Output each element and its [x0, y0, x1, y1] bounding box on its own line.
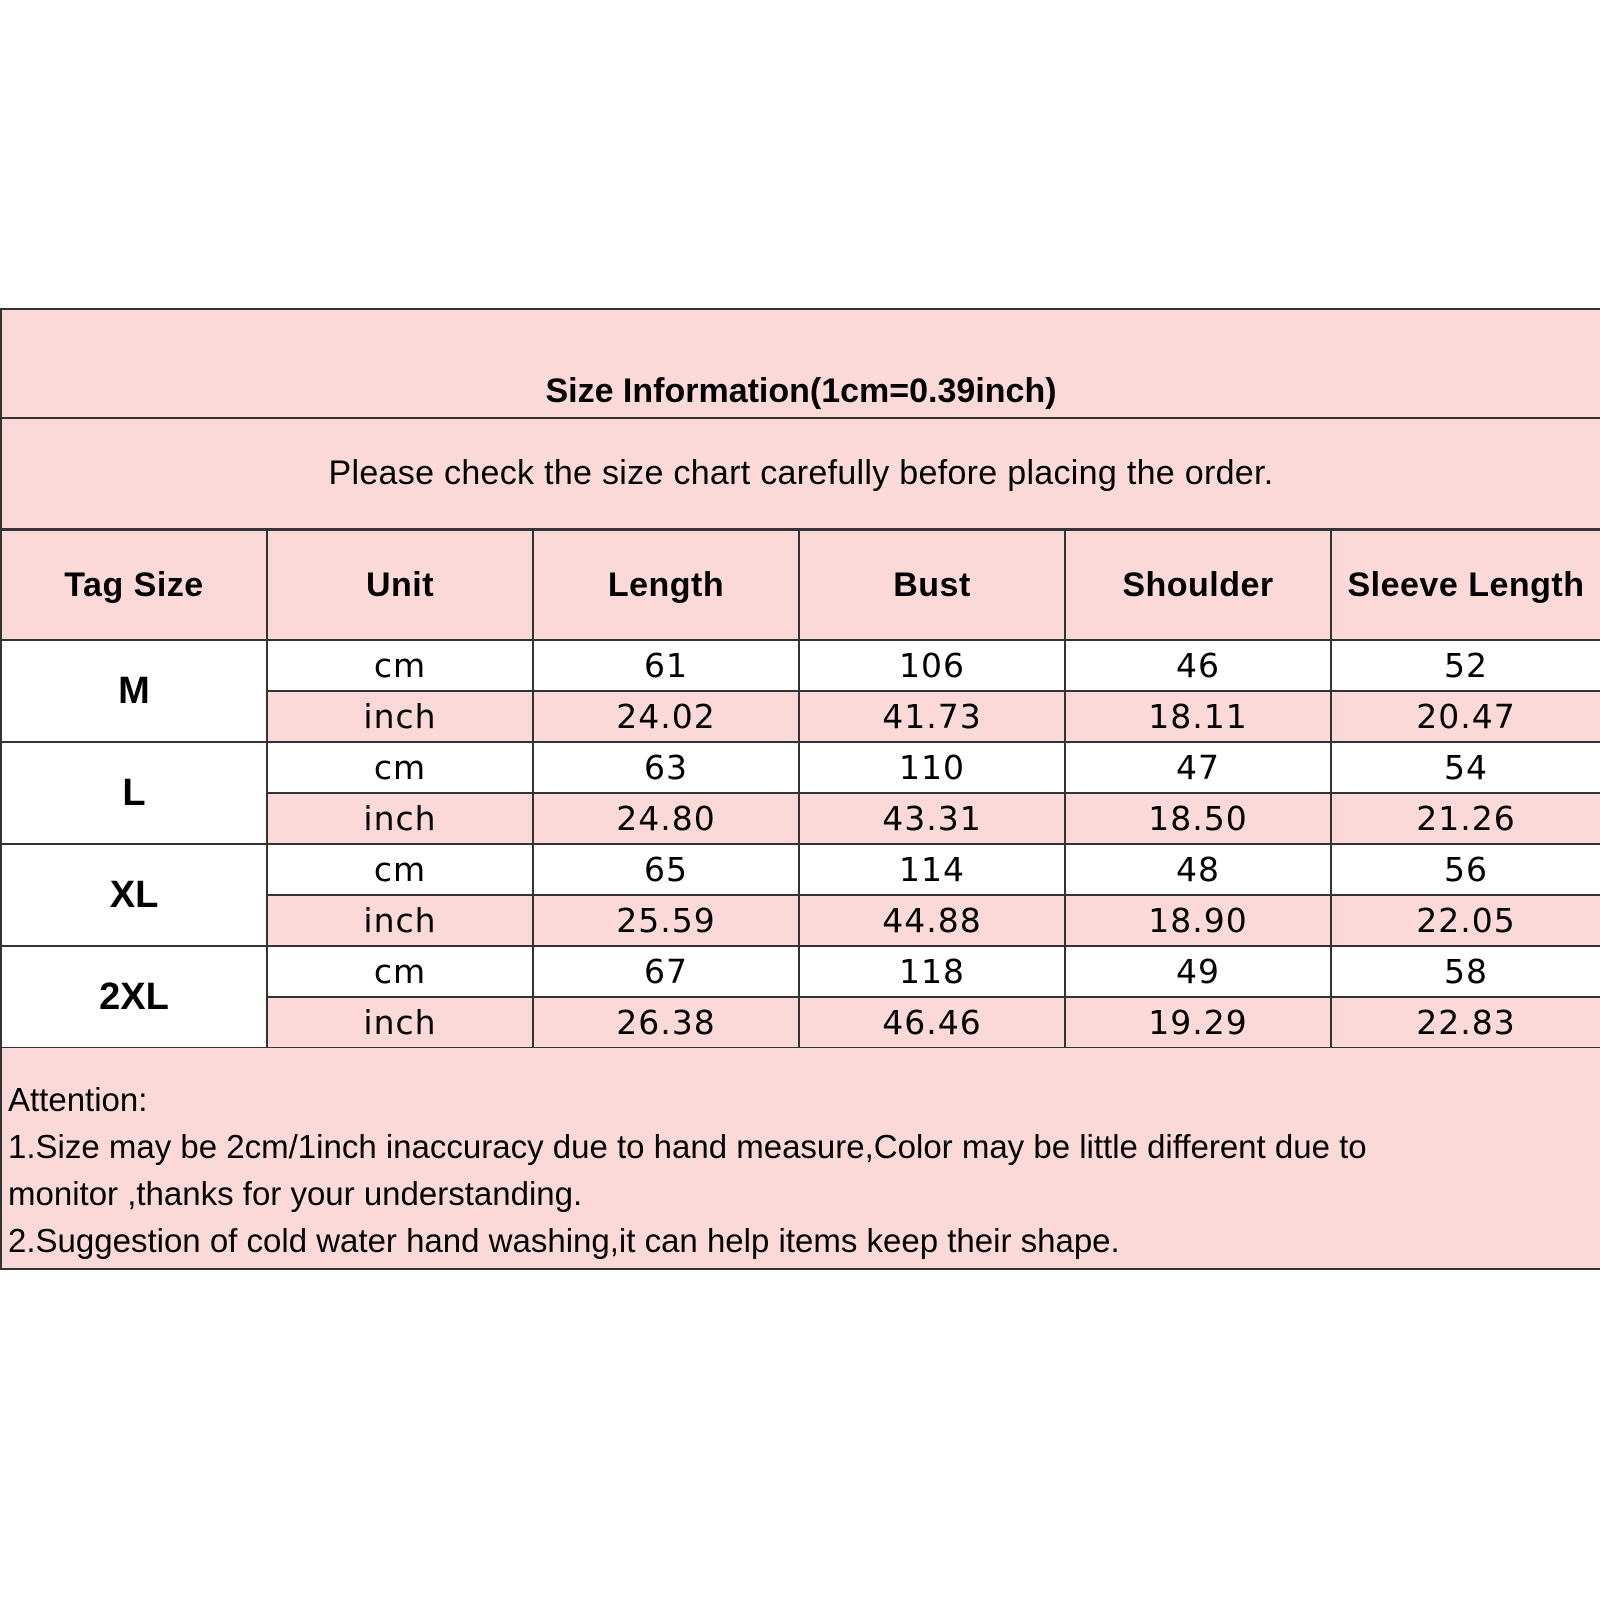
- tag-size-cell: M: [1, 640, 267, 742]
- size-table: [0, 529, 1600, 1049]
- length-cell: 24.02: [533, 691, 799, 742]
- tag-size-cell: XL: [1, 844, 267, 946]
- table-row: [1, 946, 1600, 997]
- header-sleeve-length: Sleeve Length: [1331, 530, 1600, 640]
- sleeve-length-cell: 22.05: [1331, 895, 1600, 946]
- size-table-body: [1, 640, 1600, 1048]
- shoulder-cell: 18.11: [1065, 691, 1331, 742]
- sleeve-length-cell: 58: [1331, 946, 1600, 997]
- header-length: Length: [533, 530, 799, 640]
- shoulder-cell: 46: [1065, 640, 1331, 691]
- length-cell: 24.80: [533, 793, 799, 844]
- sleeve-length-cell: 21.26: [1331, 793, 1600, 844]
- table-row: [1, 742, 1600, 793]
- shoulder-cell: 19.29: [1065, 997, 1331, 1048]
- bust-cell: 114: [799, 844, 1065, 895]
- length-cell: 63: [533, 742, 799, 793]
- unit-cell: inch: [267, 997, 533, 1048]
- attention-line-2: monitor ,thanks for your understanding.: [8, 1175, 583, 1212]
- bust-cell: 110: [799, 742, 1065, 793]
- bust-cell: 43.31: [799, 793, 1065, 844]
- header-unit: Unit: [267, 530, 533, 640]
- shoulder-cell: 47: [1065, 742, 1331, 793]
- shoulder-cell: 49: [1065, 946, 1331, 997]
- shoulder-cell: 48: [1065, 844, 1331, 895]
- tag-size-cell: L: [1, 742, 267, 844]
- length-cell: 67: [533, 946, 799, 997]
- sleeve-length-cell: 54: [1331, 742, 1600, 793]
- notice-text: Please check the size chart carefully before placing the order.: [328, 454, 1274, 492]
- sleeve-length-cell: 22.83: [1331, 997, 1600, 1048]
- bust-cell: 118: [799, 946, 1065, 997]
- unit-cell: inch: [267, 691, 533, 742]
- header-row: [1, 530, 1600, 640]
- sleeve-length-cell: 56: [1331, 844, 1600, 895]
- title-row: [0, 308, 1600, 419]
- chart-title: Size Information(1cm=0.39inch): [545, 372, 1057, 410]
- table-row: [1, 844, 1600, 895]
- length-cell: 26.38: [533, 997, 799, 1048]
- attention-note: [0, 1048, 1600, 1270]
- unit-cell: cm: [267, 946, 533, 997]
- shoulder-cell: 18.50: [1065, 793, 1331, 844]
- notice-row: [0, 419, 1600, 530]
- size-chart: [0, 308, 1600, 1270]
- bust-cell: 106: [799, 640, 1065, 691]
- length-cell: 61: [533, 640, 799, 691]
- unit-cell: inch: [267, 793, 533, 844]
- table-row: [1, 640, 1600, 691]
- unit-cell: cm: [267, 640, 533, 691]
- header-bust: Bust: [799, 530, 1065, 640]
- sleeve-length-cell: 52: [1331, 640, 1600, 691]
- attention-line-3: 2.Suggestion of cold water hand washing,it can help items keep their shape.: [8, 1222, 1120, 1259]
- shoulder-cell: 18.90: [1065, 895, 1331, 946]
- attention-heading: Attention:: [8, 1081, 148, 1118]
- bust-cell: 44.88: [799, 895, 1065, 946]
- sleeve-length-cell: 20.47: [1331, 691, 1600, 742]
- unit-cell: cm: [267, 844, 533, 895]
- header-shoulder: Shoulder: [1065, 530, 1331, 640]
- length-cell: 25.59: [533, 895, 799, 946]
- length-cell: 65: [533, 844, 799, 895]
- bust-cell: 46.46: [799, 997, 1065, 1048]
- tag-size-cell: 2XL: [1, 946, 267, 1048]
- bust-cell: 41.73: [799, 691, 1065, 742]
- header-tag-size: Tag Size: [1, 530, 267, 640]
- unit-cell: cm: [267, 742, 533, 793]
- unit-cell: inch: [267, 895, 533, 946]
- attention-line-1: 1.Size may be 2cm/1inch inaccuracy due to hand measure,Color may be little different due to: [8, 1128, 1367, 1165]
